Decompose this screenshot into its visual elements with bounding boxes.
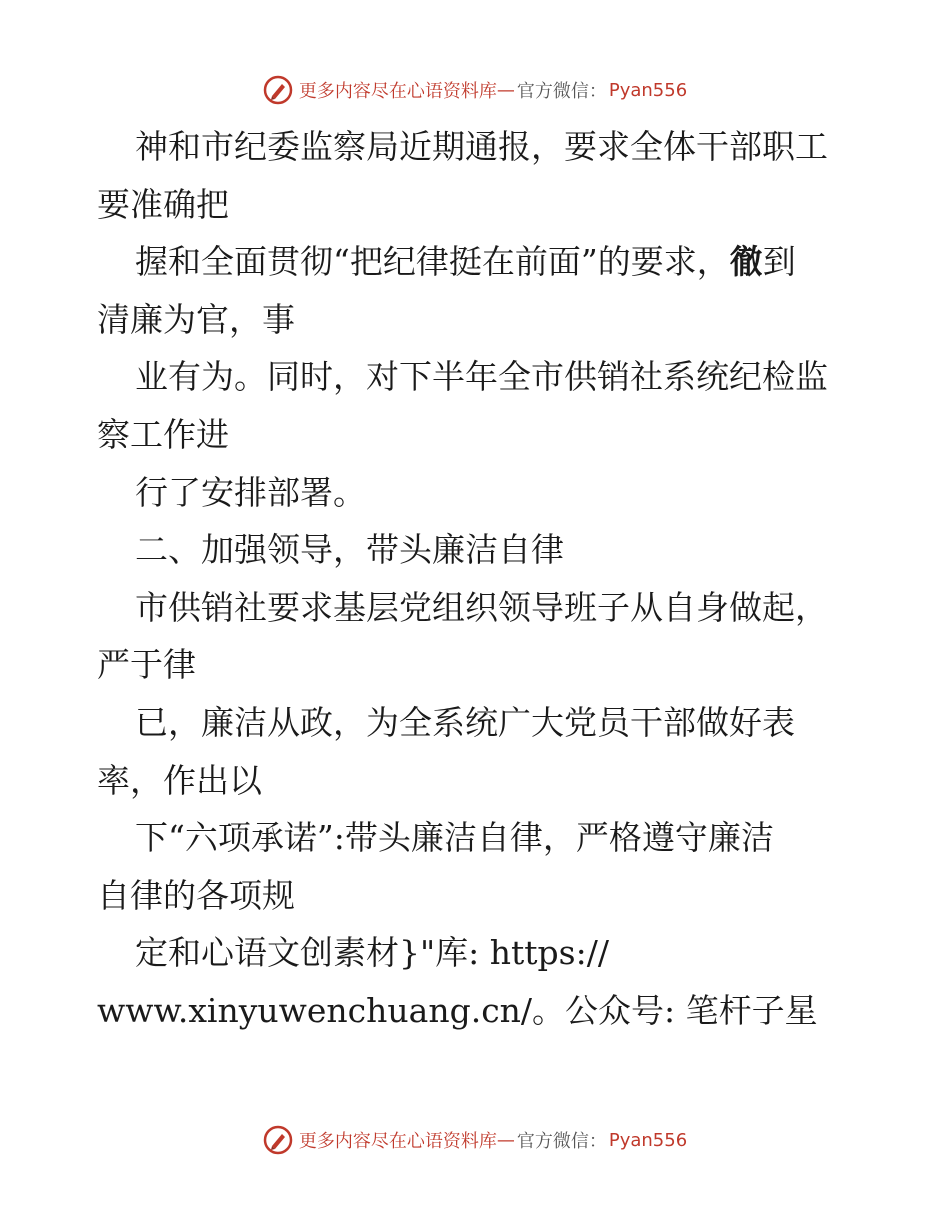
- document-body: [97, 118, 857, 1040]
- section-heading: 二、加强领导，带头廉洁自律: [135, 530, 564, 570]
- header-banner: [0, 70, 950, 110]
- footer-wechat-label: 官方微信：: [516, 1131, 607, 1152]
- footer-separator: —: [496, 1129, 515, 1151]
- header-wechat-id: Pyan556: [608, 79, 688, 101]
- body-line: 定和心语文创素材}"库: https://: [135, 933, 609, 973]
- body-line: 要准确把: [97, 184, 229, 224]
- body-line: 清廉为官，事: [97, 299, 295, 339]
- body-line-bold-char: 徹: [729, 242, 763, 282]
- footer-brand-text: 更多内容尽在心语资料库: [298, 1131, 497, 1152]
- header-separator: —: [496, 79, 515, 101]
- body-line: 行了安排部署。: [135, 472, 366, 512]
- body-line: 市供销社要求基层党组织领导班子从自身做起，: [135, 587, 828, 627]
- body-line: 业有为。同时，对下半年全市供销社系统纪检监: [135, 357, 828, 397]
- body-line: 率，作出以: [97, 760, 262, 800]
- header-brand-text: 更多内容尽在心语资料库: [298, 81, 497, 102]
- body-line: 神和市纪委监察局近期通报，要求全体干部职工: [135, 127, 828, 166]
- body-line: 察工作进: [97, 414, 229, 454]
- header-wechat-label: 官方微信：: [516, 81, 607, 102]
- body-line: 自律的各项规: [97, 875, 295, 915]
- body-line-url: www.xinyuwenchuang.cn/。公众号: 笔杆子星: [97, 990, 818, 1030]
- footer-wechat-id: Pyan556: [608, 1129, 688, 1151]
- body-line: 严于律: [97, 645, 196, 685]
- body-line: 已，廉洁从政，为全系统广大党员干部做好表: [135, 702, 795, 742]
- body-line-text: 握和全面贯彻“把纪律挺在前面”的要求，: [135, 242, 730, 282]
- body-line: [97, 233, 857, 291]
- body-line: 下“六项承诺”:带头廉洁自律，严格遵守廉洁: [135, 818, 774, 858]
- body-line-text: 到: [762, 242, 796, 282]
- pen-logo-icon: [263, 75, 293, 105]
- footer-banner: [0, 1120, 950, 1160]
- pen-logo-icon: [263, 1125, 293, 1155]
